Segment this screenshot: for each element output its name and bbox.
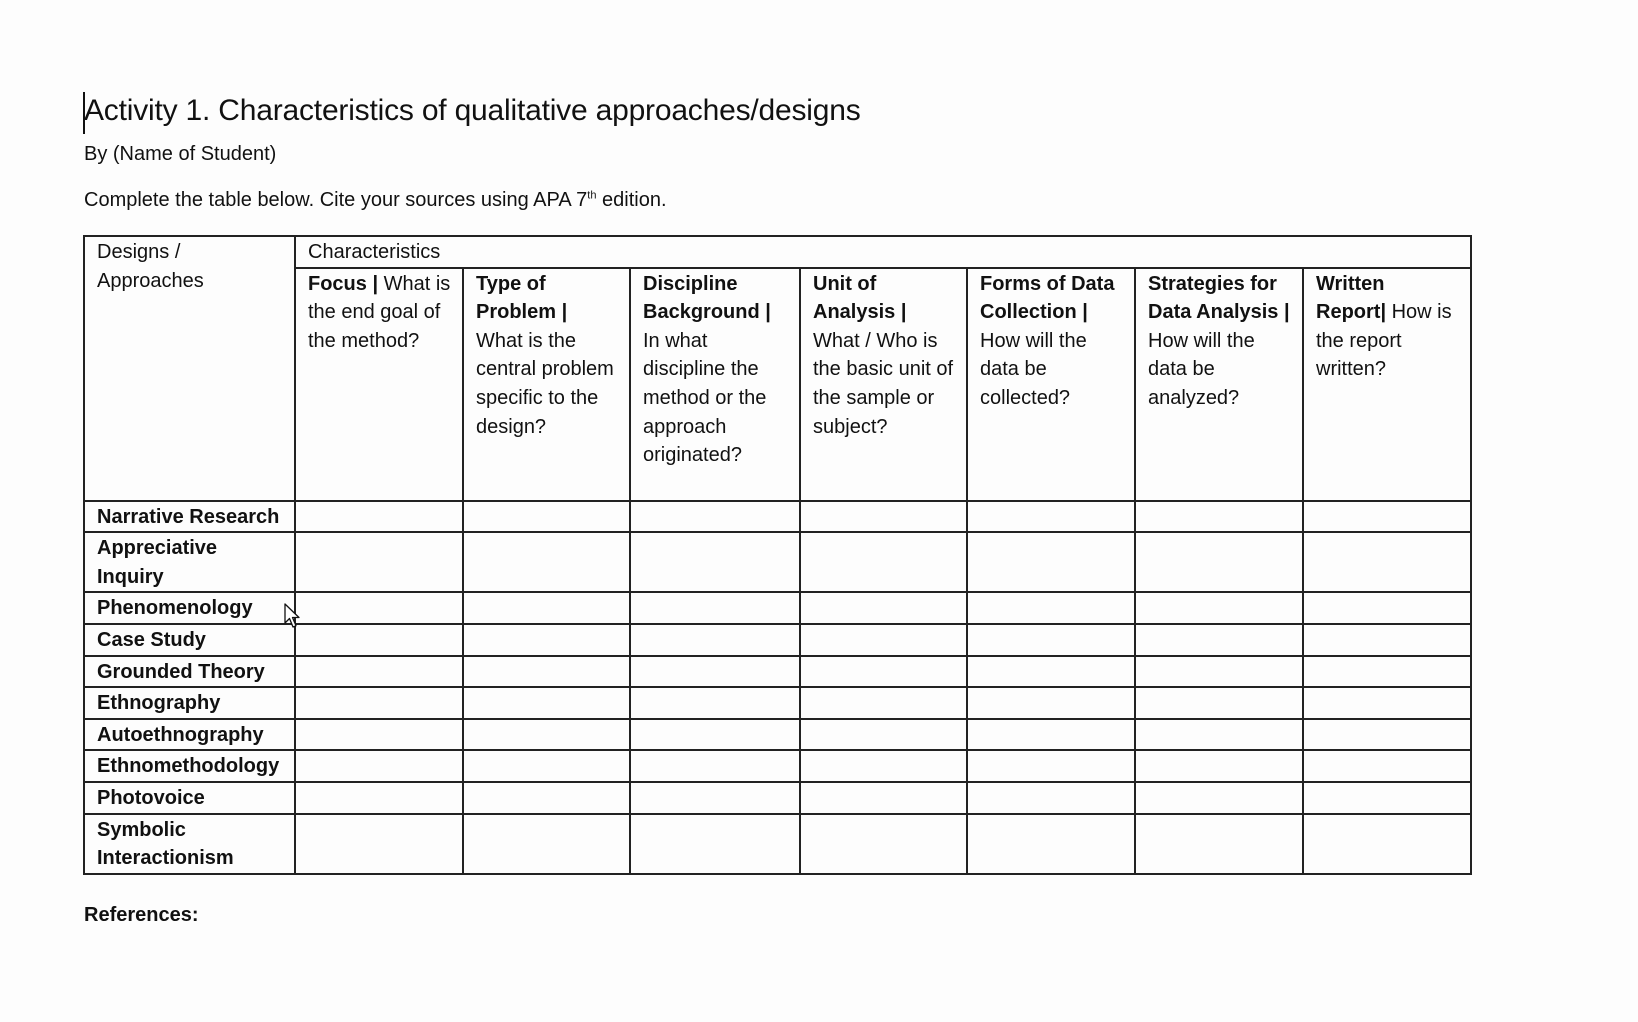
byline[interactable]: By (Name of Student) [84, 143, 277, 165]
mouse-pointer-icon [284, 603, 302, 629]
table-cell[interactable] [1135, 624, 1303, 656]
table-cell[interactable] [295, 501, 463, 533]
column-question: How is the report written? [1316, 301, 1452, 381]
column-header-1[interactable] [295, 268, 463, 501]
table-cell[interactable] [295, 814, 463, 874]
table-cell[interactable] [1135, 719, 1303, 751]
table-cell[interactable] [1135, 656, 1303, 688]
table-cell[interactable] [463, 532, 630, 592]
table-cell[interactable] [800, 782, 967, 814]
table-cell[interactable] [1303, 719, 1471, 751]
table-cell[interactable] [800, 719, 967, 751]
corner-header-cell[interactable]: Designs / Approaches [84, 236, 295, 501]
table-cell[interactable] [800, 750, 967, 782]
column-question: How will the data be collected? [980, 329, 1087, 409]
table-cell[interactable] [630, 687, 800, 719]
column-question: How will the data be analyzed? [1148, 329, 1255, 409]
column-name: Written Report| [1316, 272, 1387, 324]
table-cell[interactable] [295, 687, 463, 719]
table-cell[interactable] [800, 687, 967, 719]
table-cell[interactable] [463, 750, 630, 782]
table-cell[interactable] [463, 814, 630, 874]
table-cell[interactable] [630, 782, 800, 814]
table-cell[interactable] [463, 592, 630, 624]
column-header-6[interactable] [1135, 268, 1303, 501]
column-name: Discipline Background | [643, 272, 771, 324]
row-label-cell[interactable]: Phenomenology [84, 592, 295, 624]
table-cell[interactable] [1135, 532, 1303, 592]
table-cell[interactable] [1303, 501, 1471, 533]
table-cell[interactable] [630, 532, 800, 592]
table-cell[interactable] [800, 814, 967, 874]
table-cell[interactable] [630, 814, 800, 874]
column-question: What is the end goal of the method? [308, 272, 451, 352]
table-cell[interactable] [1303, 656, 1471, 688]
table-cell[interactable] [1303, 782, 1471, 814]
row-label-cell[interactable]: Ethnomethodology [84, 750, 295, 782]
instruction-superscript: th [587, 189, 597, 202]
table-cell[interactable] [463, 687, 630, 719]
table-cell[interactable] [1303, 624, 1471, 656]
column-name: Focus | [308, 272, 379, 295]
table-cell[interactable] [630, 501, 800, 533]
table-cell[interactable] [967, 814, 1135, 874]
table-cell[interactable] [295, 782, 463, 814]
table-cell[interactable] [1303, 687, 1471, 719]
column-header-3[interactable] [630, 268, 800, 501]
table-cell[interactable] [967, 501, 1135, 533]
table-cell[interactable] [800, 592, 967, 624]
table-cell[interactable] [295, 750, 463, 782]
table-cell[interactable] [1135, 814, 1303, 874]
row-label-cell[interactable]: Ethnography [84, 687, 295, 719]
table-row [84, 750, 1471, 782]
table-cell[interactable] [800, 501, 967, 533]
table-cell[interactable] [630, 656, 800, 688]
instruction-text[interactable] [84, 189, 667, 212]
table-cell[interactable] [1135, 687, 1303, 719]
table-row [84, 814, 1471, 874]
characteristics-table [83, 235, 1472, 875]
table-row [84, 656, 1471, 688]
table-cell[interactable] [463, 501, 630, 533]
row-label-cell[interactable]: Narrative Research [84, 501, 295, 533]
row-label-cell[interactable]: Autoethnography [84, 719, 295, 751]
table-cell[interactable] [630, 592, 800, 624]
table-cell[interactable] [800, 624, 967, 656]
table-cell[interactable] [1303, 592, 1471, 624]
row-label-cell[interactable]: Symbolic Interactionism [84, 814, 295, 874]
table-cell[interactable] [463, 656, 630, 688]
table-cell[interactable] [967, 656, 1135, 688]
row-label-cell[interactable]: Grounded Theory [84, 656, 295, 688]
table-cell[interactable] [967, 624, 1135, 656]
table-cell[interactable] [630, 750, 800, 782]
table-cell[interactable] [1303, 532, 1471, 592]
page-title[interactable]: Activity 1. Characteristics of qualitative approaches/designs [84, 94, 861, 127]
characteristics-header-cell[interactable]: Characteristics [295, 236, 1471, 268]
column-name: Type of Problem | [476, 272, 568, 324]
column-header-5[interactable] [967, 268, 1135, 501]
table-row [84, 782, 1471, 814]
table-cell[interactable] [800, 656, 967, 688]
table-cell[interactable] [800, 532, 967, 592]
column-header-2[interactable] [463, 268, 630, 501]
table-cell[interactable] [967, 782, 1135, 814]
table-row [84, 532, 1471, 592]
column-question: What / Who is the basic unit of the sample or subject? [813, 329, 954, 438]
table-row [84, 501, 1471, 533]
table-cell[interactable] [1303, 750, 1471, 782]
table-cell[interactable] [630, 719, 800, 751]
table-cell[interactable] [463, 719, 630, 751]
references-heading[interactable]: References: [84, 904, 199, 926]
table-cell[interactable] [295, 592, 463, 624]
column-question: In what discipline the method or the approach originated? [643, 329, 767, 467]
row-label-cell[interactable]: Photovoice [84, 782, 295, 814]
column-name: Forms of Data Collection | [980, 272, 1115, 324]
table-cell[interactable] [1135, 782, 1303, 814]
table-cell[interactable] [1135, 501, 1303, 533]
instruction-suffix: edition. [596, 189, 667, 211]
table-cell[interactable] [1303, 814, 1471, 874]
table-cell[interactable] [295, 719, 463, 751]
column-question: What is the central problem specific to the design? [476, 329, 614, 438]
table-cell[interactable] [1135, 750, 1303, 782]
row-label-cell[interactable]: Appreciative Inquiry [84, 532, 295, 592]
table-cell[interactable] [295, 624, 463, 656]
column-name: Unit of Analysis | [813, 272, 907, 324]
column-header-4[interactable] [800, 268, 967, 501]
table-row [84, 687, 1471, 719]
table-cell[interactable] [967, 687, 1135, 719]
table-cell[interactable] [463, 624, 630, 656]
table-cell[interactable] [463, 782, 630, 814]
instruction-prefix: Complete the table below. Cite your sources using APA 7 [84, 189, 588, 211]
table-cell[interactable] [295, 656, 463, 688]
table-cell[interactable] [967, 750, 1135, 782]
table-cell[interactable] [967, 532, 1135, 592]
column-header-7[interactable] [1303, 268, 1471, 501]
table-row [84, 719, 1471, 751]
table-cell[interactable] [1135, 592, 1303, 624]
column-name: Strategies for Data Analysis | [1148, 272, 1290, 324]
table-cell[interactable] [295, 532, 463, 592]
table-cell[interactable] [630, 624, 800, 656]
header-row-main [84, 236, 1471, 268]
table-cell[interactable] [967, 592, 1135, 624]
row-label-cell[interactable]: Case Study [84, 624, 295, 656]
table-cell[interactable] [967, 719, 1135, 751]
